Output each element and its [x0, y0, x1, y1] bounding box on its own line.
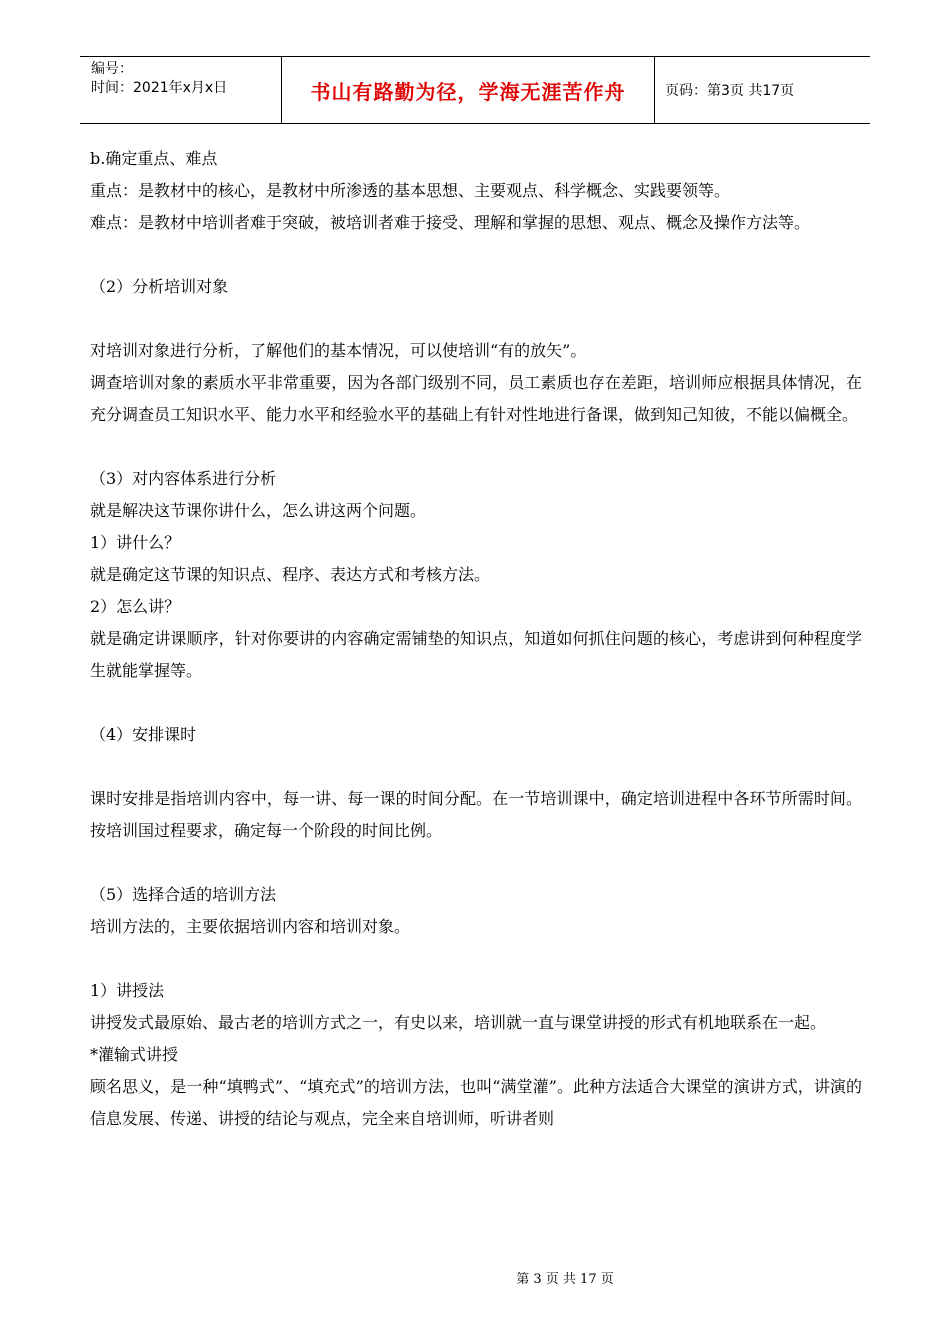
paragraph: 2）怎么讲？	[90, 597, 181, 616]
paragraph: b.确定重点、难点	[90, 149, 218, 168]
document-number-label: 编号：	[91, 61, 133, 77]
paragraph: 讲授发式最原始、最古老的培训方式之一，有史以来，培训就一直与课堂讲授的形式有机地联系在一起。	[90, 1013, 827, 1032]
paragraph: （4）安排课时	[90, 725, 197, 744]
paragraph: 重点：是教材中的核心，是教材中所渗透的基本思想、主要观点、科学概念、实践要领等。	[90, 181, 731, 200]
header-meta	[80, 57, 281, 123]
header-motto: 书山有路勤为径，学海无涯苦作舟	[281, 57, 655, 123]
document-date: 时间：2021年x月x日	[91, 80, 228, 96]
paragraph: （5）选择合适的培训方法	[90, 885, 277, 904]
blank-line	[90, 847, 862, 879]
header-page-info: 页码：第3页 共17页	[665, 83, 795, 99]
blank-line	[90, 687, 862, 719]
blank-line	[90, 943, 862, 975]
paragraph: 难点：是教材中培训者难于突破，被培训者难于接受、理解和掌握的思想、观点、概念及操作方法等。	[90, 213, 811, 232]
paragraph: 就是确定这节课的知识点、程序、表达方式和考核方法。	[90, 565, 491, 584]
blank-line	[90, 431, 862, 463]
paragraph: 课时安排是指培训内容中，每一讲、每一课的时间分配。在一节培训课中，确定培训进程中各环节所需时间。按培训国过程要求，确定每一个阶段的时间比例。	[90, 789, 862, 840]
paragraph: 就是确定讲课顺序，针对你要讲的内容确定需铺垫的知识点，知道如何抓住问题的核心，考虑讲到何种程度学生就能掌握等。	[90, 629, 862, 680]
blank-line	[90, 751, 862, 783]
paragraph: *灌输式讲授	[90, 1045, 179, 1064]
paragraph: 1）讲什么？	[90, 533, 181, 552]
page-header	[80, 56, 870, 124]
paragraph: 顾名思义，是一种“填鸭式”、“填充式”的培训方法，也叫“满堂灌”。此种方法适合大课堂的演讲方式，讲演的信息发展、传递、讲授的结论与观点，完全来自培训师，听讲者则	[90, 1077, 862, 1128]
paragraph: 对培训对象进行分析，了解他们的基本情况，可以使培训“有的放矢”。	[90, 341, 587, 360]
blank-line	[90, 303, 862, 335]
paragraph: 调查培训对象的素质水平非常重要，因为各部门级别不同，员工素质也存在差距，培训师应根据具体情况，在充分调查员工知识水平、能力水平和经验水平的基础上有针对性地进行备课，做到知己知彼，不能以偏概全。	[90, 373, 862, 424]
paragraph: 1）讲授法	[90, 981, 165, 1000]
page-footer: 第 3 页 共 17 页	[516, 1272, 614, 1287]
paragraph: （2）分析培训对象	[90, 277, 229, 296]
paragraph: 就是解决这节课你讲什么，怎么讲这两个问题。	[90, 501, 427, 520]
blank-line	[90, 239, 862, 271]
document-body	[90, 143, 862, 1135]
paragraph: （3）对内容体系进行分析	[90, 469, 277, 488]
paragraph: 培训方法的，主要依据培训内容和培训对象。	[90, 917, 411, 936]
